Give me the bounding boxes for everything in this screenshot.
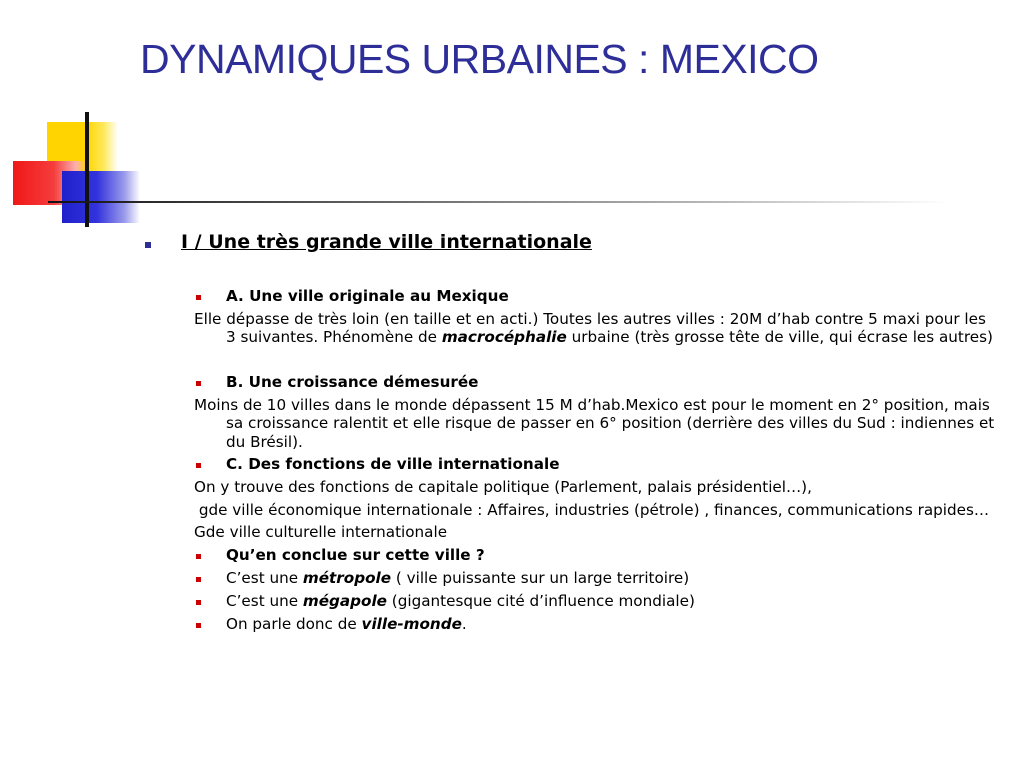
conclusion-item: [226, 569, 689, 588]
text: 3 suivantes. Phénomène de: [226, 328, 442, 346]
bullet-square-icon: [196, 554, 201, 559]
bullet-square-icon: [196, 577, 201, 582]
conclusion-item: [226, 615, 467, 634]
part-c-line: gde ville économique internationale : Affaires, industries (pétrole) , finances, communications rapides…: [194, 501, 990, 519]
emphasis-term: mégapole: [302, 592, 387, 610]
bullet-square-icon: [196, 381, 201, 386]
text: (gigantesque cité d’influence mondiale): [386, 592, 695, 610]
text: .: [461, 615, 467, 633]
bullet-square-icon: [196, 623, 201, 628]
conclusion-item: [226, 592, 695, 611]
part-c-line: On y trouve des fonctions de capitale politique (Parlement, palais présidentiel…),: [194, 478, 812, 496]
part-c-line: Gde ville culturelle internationale: [194, 523, 448, 541]
part-b-heading: B. Une croissance démesurée: [226, 373, 479, 391]
text: urbaine (très grosse tête de ville, qui écrase les autres): [566, 328, 993, 346]
part-a-line: Elle dépasse de très loin (en taille et en acti.) Toutes les autres villes : 20M d’hab contre 5 maxi pour les: [194, 310, 986, 328]
section-heading: I / Une très grande ville internationale: [181, 231, 592, 253]
text: C’est une: [226, 592, 303, 610]
text: On parle donc de: [226, 615, 362, 633]
bullet-square-icon: [196, 600, 201, 605]
text: ( ville puissante sur un large territoire): [391, 569, 690, 587]
part-c-heading: C. Des fonctions de ville internationale: [226, 455, 560, 473]
part-b-line: sa croissance ralentit et elle risque de passer en 6° position (derrière des villes du Sud : indiennes et: [226, 414, 995, 432]
slide-title: DYNAMIQUES URBAINES : MEXICO: [140, 36, 819, 82]
text: C’est une: [226, 569, 303, 587]
part-a-heading: A. Une ville originale au Mexique: [226, 287, 509, 305]
emphasis-term: métropole: [302, 569, 392, 587]
part-a-line: [226, 328, 993, 347]
bullet-square-icon: [145, 242, 151, 248]
bullet-square-icon: [196, 295, 201, 300]
emphasis-term: macrocéphalie: [441, 328, 567, 346]
bullet-square-icon: [196, 463, 201, 468]
emphasis-term: ville-monde: [361, 615, 462, 633]
conclusion-question: Qu’en conclue sur cette ville ?: [226, 546, 485, 564]
part-b-line: Moins de 10 villes dans le monde dépassent 15 M d’hab.Mexico est pour le moment en 2° position, mais: [194, 396, 990, 414]
part-b-line: du Brésil).: [226, 433, 303, 451]
